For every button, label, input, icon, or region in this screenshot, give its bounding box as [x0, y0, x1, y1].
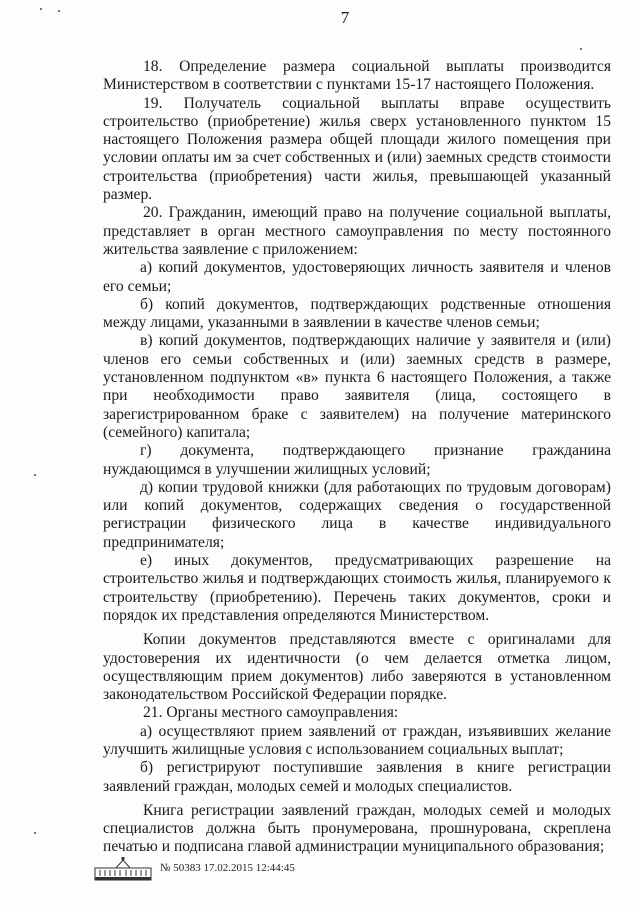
list-item-e: е) иных документов, предусматривающих разрешение на строительство жилья и подтверждающих стоимость жилья, планируемого к строительству (приобретению). Перечень таких документов, сроки и порядок их представления определяются Министерством. — [103, 552, 611, 624]
parliament-building-logo — [94, 855, 152, 881]
document-footer — [94, 853, 295, 883]
paragraph-21: 21. Органы местного самоуправления: — [143, 704, 399, 722]
list-item-21b: б) регистрируют поступившие заявления в книге регистрации заявлений граждан, молодых семей и молодых специалистов. — [103, 759, 611, 795]
list-item-g: г) документа, подтверждающего признание гражданина нуждающимся в улучшении жилищных условий; — [103, 442, 611, 478]
document-body — [103, 58, 611, 857]
scan-dot — [34, 474, 36, 476]
registration-stamp: № 50383 17.02.2015 12:44:45 — [160, 862, 295, 874]
paragraph-20: 20. Гражданин, имеющий право на получение социальной выплаты, представляет в орган местного самоуправления по месту постоянного жительства заявление с приложением: — [103, 204, 611, 258]
scan-dot — [58, 10, 60, 12]
list-item-a: а) копий документов, удостоверяющих личность заявителя и членов его семьи; — [103, 259, 611, 295]
scan-dot — [40, 8, 42, 10]
scan-dot — [580, 48, 582, 50]
paragraph-19: 19. Получатель социальной выплаты вправе осуществить строительство (приобретение) жилья сверх установленного пунктом 15 настоящего Положения размера общей площади жилого помещения при условии оплаты им за счет собственных и (или) заемных средств стоимости строительства (приобретения) части жилья, превышающей указанный размер. — [103, 94, 611, 204]
list-item-21a: а) осуществляют прием заявлений от граждан, изъявивших желание улучшить жилищные условия с использованием социальных выплат; — [103, 722, 611, 758]
scan-dot — [34, 832, 36, 834]
list-item-d: д) копии трудовой книжки (для работающих по трудовым договорам) или копий документов, содержащих сведения о государственной регистрации физического лица в качестве индивидуального предпринимателя; — [103, 478, 611, 551]
list-item-v: в) копий документов, подтверждающих наличие у заявителя и (или) членов его семьи собственных и (или) заемных средств в размере, установленном подпунктом «в» пункта 6 настоящего Положения, а также при необходимости право заявителя (лица, состоящего в зарегистрированном браке с заявителем) на получение материнского (семейного) капитала; — [103, 332, 611, 441]
paragraph-18: 18. Определение размера социальной выплаты производится Министерством в соответствии с пунктами 15-17 настоящего Положения. — [103, 58, 611, 94]
list-item-b: б) копий документов, подтверждающих родственные отношения между лицами, указанными в заявлении в качестве членов семьи; — [103, 295, 611, 332]
register-book-paragraph: Книга регистрации заявлений граждан, молодых семей и молодых специалистов должна быть пронумерована, прошнурована, скреплена печатью и подписана главой администрации муниципального образования; — [103, 801, 611, 856]
page-number: 7 — [340, 8, 350, 27]
copies-paragraph: Копии документов представляются вместе с оригиналами для удостоверения их идентичности (о чем делается отметка лицом, осуществляющим прием документов) либо заверяются в установленном законодательством Российской Федерации порядке. — [103, 631, 611, 704]
